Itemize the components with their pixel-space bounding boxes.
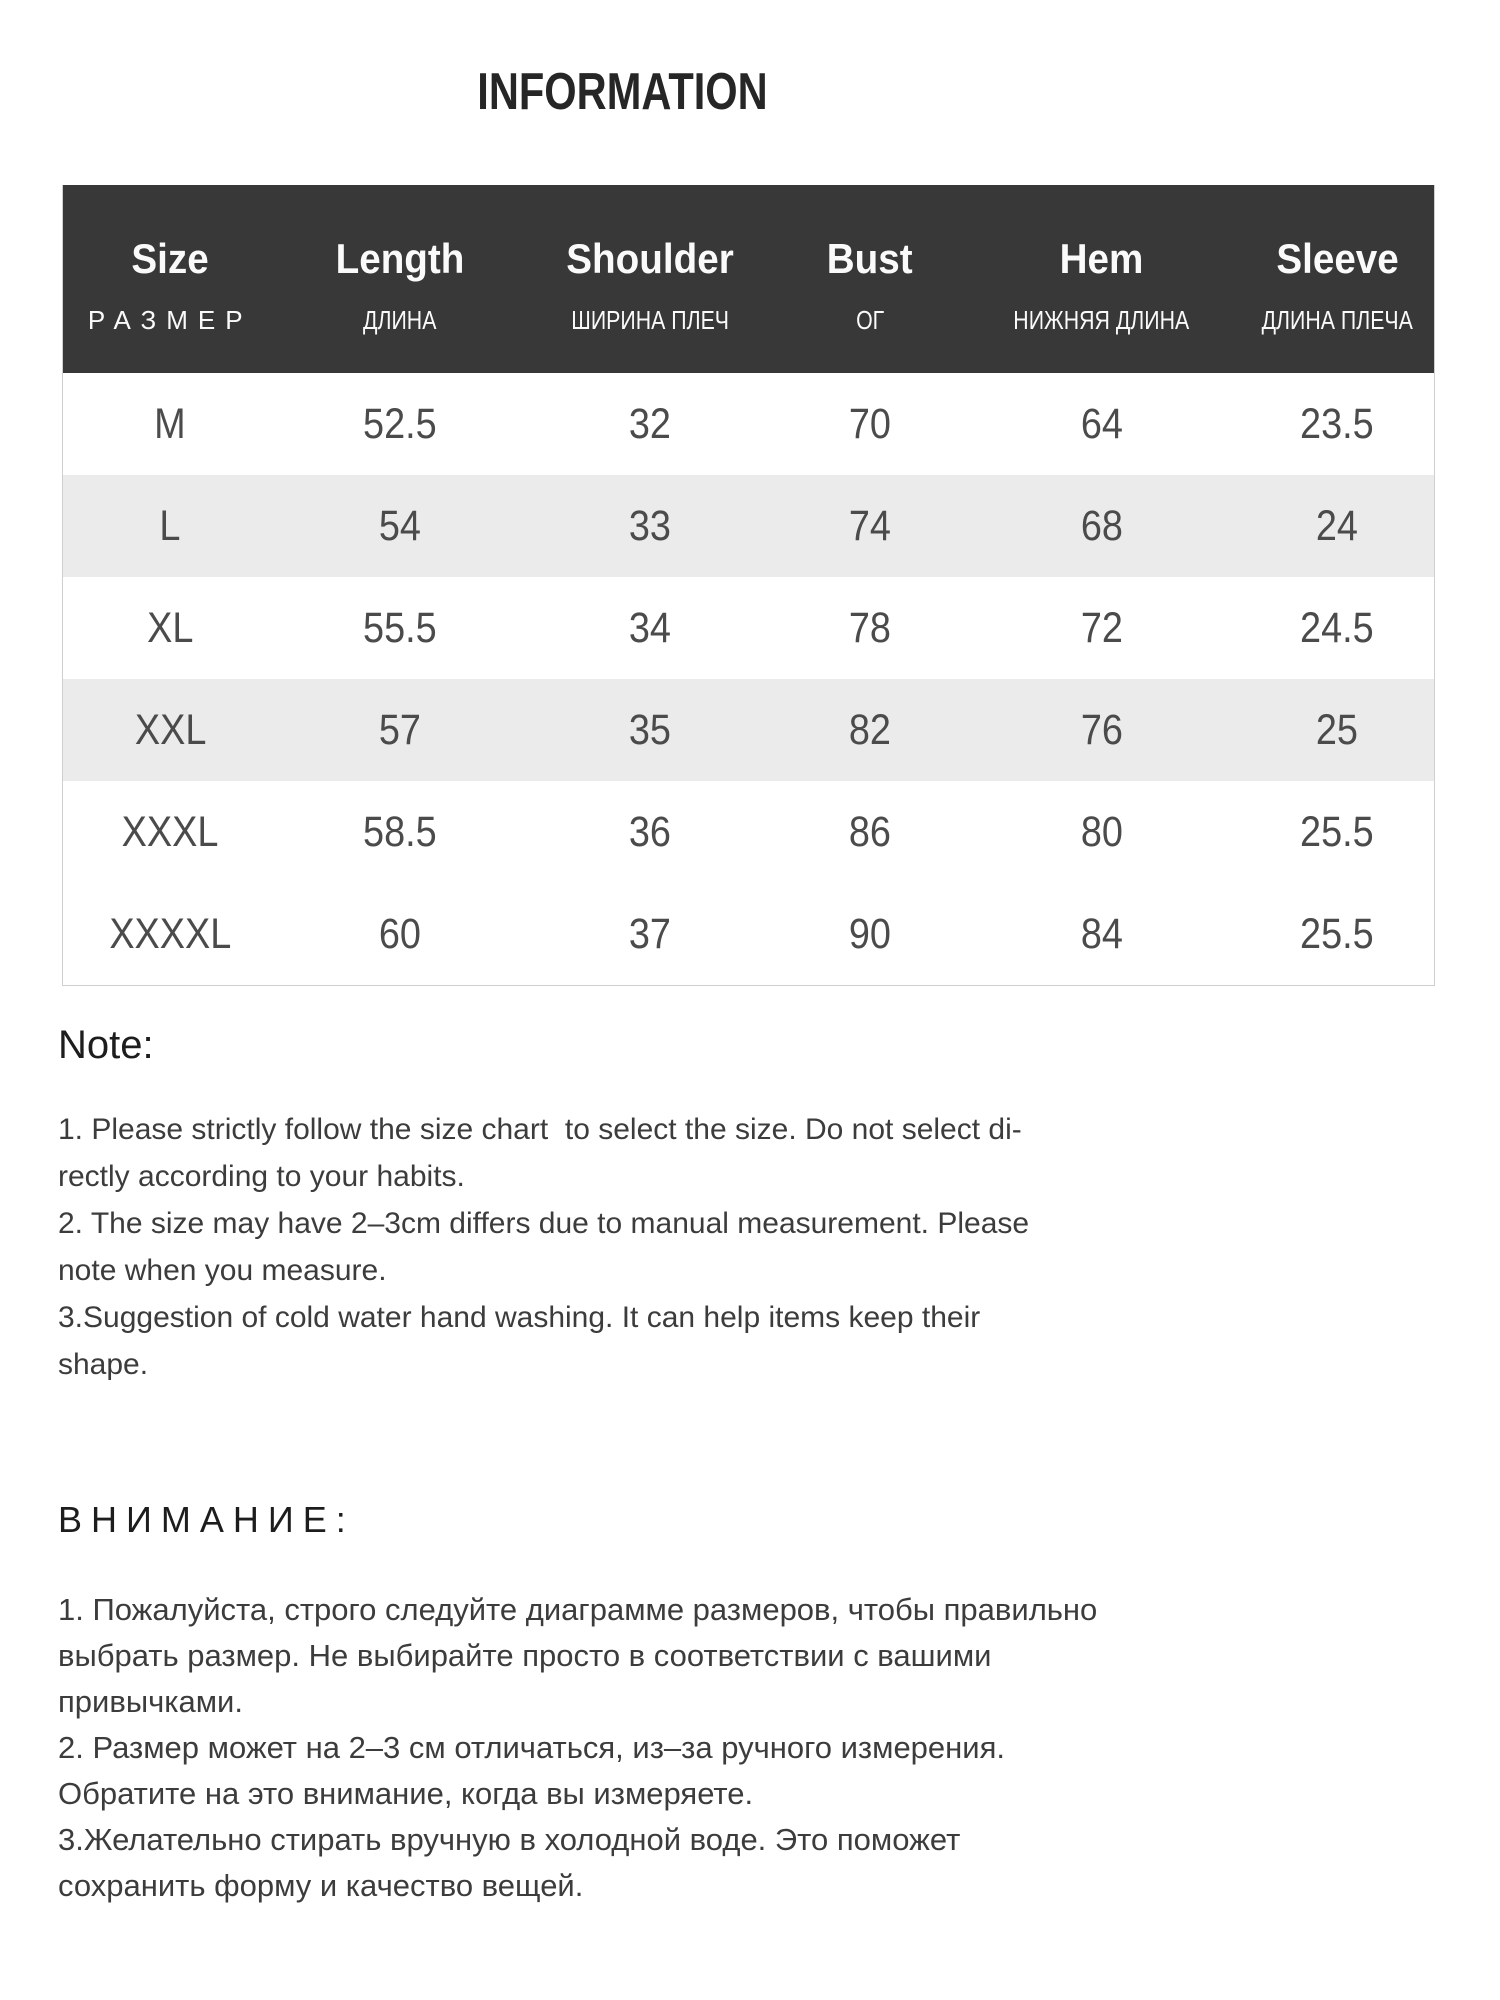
cell-length: 54 xyxy=(378,501,422,550)
cell-sleeve: 24 xyxy=(1316,501,1359,550)
notes-russian-section xyxy=(58,1496,1097,1909)
note-line: сохранить форму и качество вещей. xyxy=(58,1868,584,1903)
cell-shoulder: 35 xyxy=(628,705,672,754)
note-line: привычками. xyxy=(58,1684,243,1719)
note-line: 3.Suggestion of cold water hand washing. It can help items keep their xyxy=(58,1301,981,1334)
cell-size: XXXXL xyxy=(109,909,232,958)
table-row-xxxl xyxy=(63,781,1435,883)
note-line: 1. Please strictly follow the size chart to select the size. Do not select di- xyxy=(58,1113,1022,1146)
col-header-shoulder: Shoulder xyxy=(523,185,778,297)
cell-shoulder: 37 xyxy=(628,909,672,958)
col-header-bust: Bust xyxy=(778,185,963,297)
note-line: note when you measure. xyxy=(58,1254,387,1287)
cell-size: XXXL xyxy=(121,807,219,856)
cell-size: XXL xyxy=(134,705,207,754)
col-subheader-hem-ru: НИЖНЯЯ ДЛИНА xyxy=(963,297,1241,373)
cell-bust: 74 xyxy=(848,501,892,550)
table-row-xxxxl xyxy=(63,883,1435,986)
note-line: 2. Размер может на 2–3 см отличаться, из–за ручного измерения. xyxy=(58,1730,1005,1765)
cell-hem: 84 xyxy=(1080,909,1123,958)
cell-bust: 70 xyxy=(848,399,892,448)
cell-hem: 80 xyxy=(1080,807,1123,856)
cell-size: M xyxy=(154,399,187,448)
note-line: Обратите на это внимание, когда вы измеряете. xyxy=(58,1776,754,1811)
notes-english-heading: Note: xyxy=(58,1023,154,1067)
cell-sleeve: 25 xyxy=(1316,705,1359,754)
col-header-sleeve: Sleeve xyxy=(1241,185,1435,297)
cell-bust: 90 xyxy=(848,909,892,958)
cell-sleeve: 25.5 xyxy=(1300,807,1375,856)
cell-size: L xyxy=(159,501,181,550)
cell-size: XL xyxy=(147,603,194,652)
col-subheader-sleeve-ru: ДЛИНА ПЛЕЧА xyxy=(1241,297,1435,373)
cell-length: 55.5 xyxy=(363,603,437,652)
cell-length: 60 xyxy=(378,909,422,958)
col-subheader-length-ru: ДЛИНА xyxy=(278,297,523,373)
cell-length: 57 xyxy=(378,705,422,754)
col-subheader-size-ru: РАЗМЕР xyxy=(63,297,278,373)
notes-russian-heading: ВНИМАНИЕ: xyxy=(58,1499,355,1540)
note-line: выбрать размер. Не выбирайте просто в соответствии с вашими xyxy=(58,1638,992,1673)
cell-hem: 68 xyxy=(1080,501,1123,550)
cell-hem: 76 xyxy=(1080,705,1123,754)
cell-length: 52.5 xyxy=(363,399,437,448)
cell-shoulder: 32 xyxy=(628,399,672,448)
cell-shoulder: 34 xyxy=(628,603,672,652)
cell-length: 58.5 xyxy=(363,807,437,856)
cell-hem: 72 xyxy=(1080,603,1123,652)
note-line: 3.Желательно стирать вручную в холодной воде. Это поможет xyxy=(58,1822,961,1857)
note-line: shape. xyxy=(58,1348,149,1381)
col-header-hem: Hem xyxy=(963,185,1241,297)
table-row-m xyxy=(63,373,1435,475)
cell-shoulder: 36 xyxy=(628,807,672,856)
cell-bust: 82 xyxy=(848,705,892,754)
notes-english-section xyxy=(58,1021,1029,1388)
cell-sleeve: 23.5 xyxy=(1300,399,1375,448)
cell-hem: 64 xyxy=(1080,399,1123,448)
size-chart-body xyxy=(63,373,1435,986)
note-line: rectly according to your habits. xyxy=(58,1160,465,1193)
size-chart-table xyxy=(62,185,1435,986)
note-line: 1. Пожалуйста, строго следуйте диаграмме размеров, чтобы правильно xyxy=(58,1592,1098,1627)
cell-sleeve: 24.5 xyxy=(1300,603,1375,652)
cell-bust: 86 xyxy=(848,807,892,856)
notes-russian-body xyxy=(58,1587,1097,1909)
col-subheader-shoulder-ru: ШИРИНА ПЛЕЧ xyxy=(523,297,778,373)
header-row-ru xyxy=(63,297,1435,373)
table-row-xxl xyxy=(63,679,1435,781)
col-header-length: Length xyxy=(278,185,523,297)
col-subheader-bust-ru: ОГ xyxy=(778,297,963,373)
size-chart-header xyxy=(63,185,1435,373)
notes-english-body xyxy=(58,1106,1029,1388)
note-line: 2. The size may have 2–3cm differs due to manual measurement. Please xyxy=(58,1207,1030,1240)
header-row-en xyxy=(63,185,1435,297)
cell-bust: 78 xyxy=(848,603,892,652)
table-row-xl xyxy=(63,577,1435,679)
table-row-l xyxy=(63,475,1435,577)
page-title: INFORMATION xyxy=(477,63,768,121)
cell-shoulder: 33 xyxy=(628,501,672,550)
col-header-size: Size xyxy=(63,185,278,297)
cell-sleeve: 25.5 xyxy=(1300,909,1375,958)
